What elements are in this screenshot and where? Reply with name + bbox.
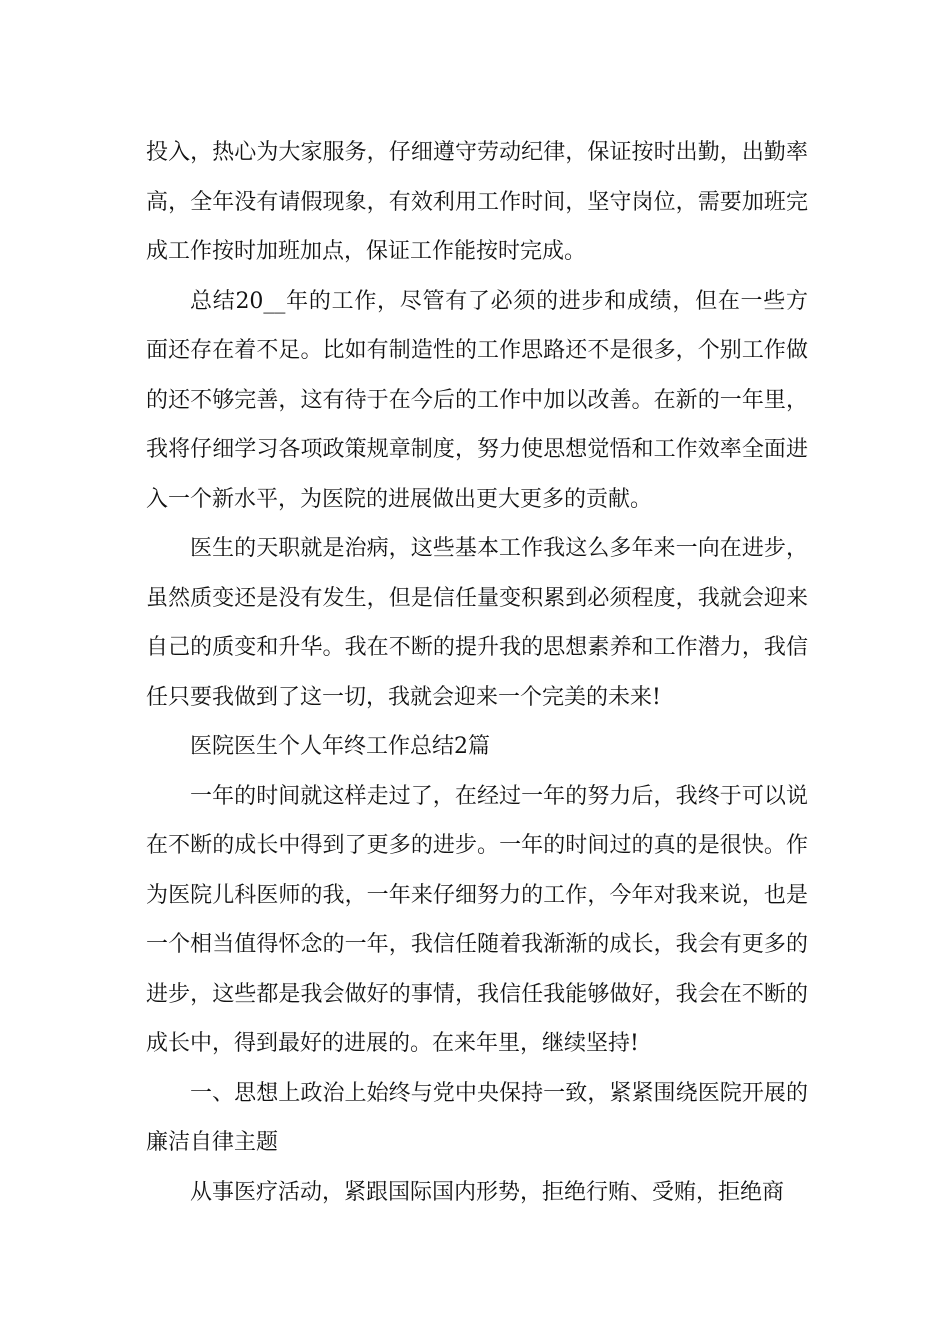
paragraph-summary-shortcomings: 总结20__年的工作，尽管有了必须的进步和成绩，但在一些方面还存在着不足。比如有制造性的工作思路还不是很多，个别工作做的还不够完善，这有待于在今后的工作中加以改善。在新的一年里，我将仔细学习各项政策规章制度，努力使思想觉悟和工作效率全面进入一个新水平，为医院的进展做出更大更多的贡献。 xyxy=(146,288,808,512)
paragraph-year-review: 一年的时间就这样走过了，在经过一年的努力后，我终于可以说在不断的成长中得到了更多的进步。一年的时间过的真的是很快。作为医院儿科医师的我，一年来仔细努力的工作，今年对我来说，也是一个相当值得怀念的一年，我信任随着我渐渐的成长，我会有更多的进步，这些都是我会做好的事情，我信任我能够做好，我会在不断的成长中，得到最好的进展的。在来年里，继续坚持! xyxy=(146,783,808,1056)
paragraph-continued: 投入，热心为大家服务，仔细遵守劳动纪律，保证按时出勤，出勤率高，全年没有请假现象，有效利用工作时间，坚守岗位，需要加班完成工作按时加班加点，保证工作能按时完成。 xyxy=(146,140,808,264)
document-body xyxy=(146,128,808,1217)
section-title: 医院医生个人年终工作总结2篇 xyxy=(190,734,490,759)
paragraph-medical-activity: 从事医疗活动，紧跟国际国内形势，拒绝行贿、受贿，拒绝商 xyxy=(190,1179,785,1205)
paragraph-heading-one: 一、思想上政治上始终与党中央保持一致，紧紧围绕医院开展的廉洁自律主题 xyxy=(146,1080,808,1155)
paragraph-doctor-duty: 医生的天职就是治病，这些基本工作我这么多年来一向在进步，虽然质变还是没有发生，但是信任量变积累到必须程度，我就会迎来自己的质变和升华。我在不断的提升我的思想素养和工作潜力，我信任只要我做到了这一切，我就会迎来一个完美的未来! xyxy=(146,536,808,710)
